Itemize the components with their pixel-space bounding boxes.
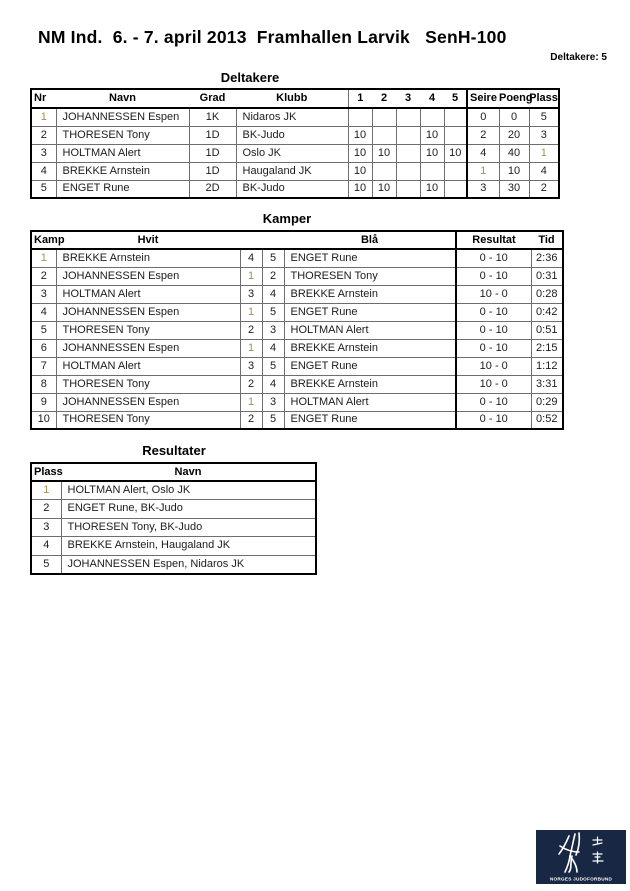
cell-navn: THORESEN Tony, BK-Judo: [61, 518, 316, 537]
cell-match-4: 10: [420, 126, 444, 144]
cell-match-2: [372, 126, 396, 144]
cell-match-2: 10: [372, 144, 396, 162]
cell-bla-nr: 4: [262, 285, 284, 303]
resultater-table: [30, 462, 317, 575]
table-row: [31, 537, 316, 556]
cell-resultat: 0 - 10: [456, 393, 531, 411]
cell-tid: 2:15: [531, 339, 563, 357]
table-row: [31, 357, 563, 375]
cell-grad: 2D: [189, 180, 236, 198]
cell-kamp: 2: [31, 267, 56, 285]
cell-plass: 2: [31, 500, 61, 519]
cell-tid: 0:51: [531, 321, 563, 339]
cell-seire: 1: [467, 162, 499, 180]
cell-resultat: 0 - 10: [456, 339, 531, 357]
column-header-tid: Tid: [531, 231, 563, 249]
cell-navn: THORESEN Tony: [56, 126, 189, 144]
cell-kamp: 1: [31, 249, 56, 267]
column-header-grad: Grad: [189, 89, 236, 108]
header-row: [31, 463, 316, 481]
cell-bla-nr: 5: [262, 357, 284, 375]
cell-kamp: 10: [31, 411, 56, 429]
cell-poeng: 20: [499, 126, 529, 144]
cell-bla: BREKKE Arnstein: [284, 285, 456, 303]
cell-match-4: 10: [420, 144, 444, 162]
column-header-nr: Nr: [31, 89, 56, 108]
table-row: [31, 518, 316, 537]
column-header-navn: Navn: [61, 463, 316, 481]
cell-hvit: HOLTMAN Alert: [56, 285, 240, 303]
cell-plass: 2: [529, 180, 559, 198]
cell-bla-nr: 5: [262, 303, 284, 321]
table-row: [31, 126, 559, 144]
cell-hvit-nr: 1: [240, 339, 262, 357]
cell-hvit: THORESEN Tony: [56, 411, 240, 429]
deltakere-heading: Deltakere: [220, 70, 280, 85]
cell-kamp: 5: [31, 321, 56, 339]
column-header-kamp: Kamp: [31, 231, 56, 249]
column-header-poeng: Poeng: [499, 89, 529, 108]
table-row: [31, 267, 563, 285]
cell-match-5: [444, 108, 467, 126]
header-row: [31, 231, 563, 249]
column-header-navn: Navn: [56, 89, 189, 108]
column-header-plass: Plass: [31, 463, 61, 481]
cell-hvit: HOLTMAN Alert: [56, 357, 240, 375]
cell-bla: ENGET Rune: [284, 411, 456, 429]
kamper-heading: Kamper: [262, 211, 312, 226]
cell-match-4: 10: [420, 180, 444, 198]
cell-nr: 3: [31, 144, 56, 162]
cell-plass: 3: [31, 518, 61, 537]
table-row: [31, 285, 563, 303]
cell-kamp: 8: [31, 375, 56, 393]
participants-count: Deltakere: 5: [550, 52, 607, 63]
cell-plass: 1: [529, 144, 559, 162]
column-header-bla-nr: [262, 231, 284, 249]
cell-hvit-nr: 3: [240, 357, 262, 375]
cell-tid: 0:52: [531, 411, 563, 429]
cell-tid: 1:12: [531, 357, 563, 375]
cell-match-3: [396, 162, 420, 180]
cell-bla-nr: 5: [262, 249, 284, 267]
cell-grad: 1K: [189, 108, 236, 126]
cell-hvit: THORESEN Tony: [56, 321, 240, 339]
table-row: [31, 180, 559, 198]
cell-seire: 4: [467, 144, 499, 162]
cell-nr: 1: [31, 108, 56, 126]
cell-bla-nr: 3: [262, 393, 284, 411]
cell-match-1: 10: [348, 144, 372, 162]
cell-tid: 2:36: [531, 249, 563, 267]
column-header-klubb: Klubb: [236, 89, 348, 108]
cell-tid: 0:28: [531, 285, 563, 303]
cell-navn: BREKKE Arnstein: [56, 162, 189, 180]
table-row: [31, 321, 563, 339]
cell-hvit: BREKKE Arnstein: [56, 249, 240, 267]
cell-resultat: 10 - 0: [456, 285, 531, 303]
column-header-seire: Seire: [467, 89, 499, 108]
table-row: [31, 144, 559, 162]
table-row: [31, 375, 563, 393]
cell-tid: 3:31: [531, 375, 563, 393]
column-header-resultat: Resultat: [456, 231, 531, 249]
cell-match-1: 10: [348, 162, 372, 180]
table-row: [31, 481, 316, 500]
cell-resultat: 0 - 10: [456, 411, 531, 429]
cell-klubb: Haugaland JK: [236, 162, 348, 180]
cell-match-3: [396, 144, 420, 162]
cell-hvit-nr: 3: [240, 285, 262, 303]
cell-hvit-nr: 1: [240, 267, 262, 285]
cell-match-1: 10: [348, 126, 372, 144]
cell-bla-nr: 4: [262, 375, 284, 393]
column-header-4: 4: [420, 89, 444, 108]
cell-match-5: [444, 126, 467, 144]
table-row: [31, 108, 559, 126]
cell-nr: 2: [31, 126, 56, 144]
kamper-table: [30, 230, 564, 430]
cell-bla: THORESEN Tony: [284, 267, 456, 285]
table-row: [31, 249, 563, 267]
cell-match-2: [372, 108, 396, 126]
cell-hvit: JOHANNESSEN Espen: [56, 339, 240, 357]
cell-tid: 0:42: [531, 303, 563, 321]
cell-plass: 5: [529, 108, 559, 126]
cell-bla-nr: 4: [262, 339, 284, 357]
cell-bla: ENGET Rune: [284, 249, 456, 267]
cell-hvit: JOHANNESSEN Espen: [56, 393, 240, 411]
cell-bla: HOLTMAN Alert: [284, 393, 456, 411]
cell-plass: 4: [529, 162, 559, 180]
cell-hvit: JOHANNESSEN Espen: [56, 303, 240, 321]
cell-grad: 1D: [189, 126, 236, 144]
table-row: [31, 393, 563, 411]
column-header-3: 3: [396, 89, 420, 108]
cell-match-2: [372, 162, 396, 180]
cell-hvit: JOHANNESSEN Espen: [56, 267, 240, 285]
column-header-hvit: Hvit: [56, 231, 240, 249]
cell-kamp: 7: [31, 357, 56, 375]
logo-text: NORGES JUDOFORBUND: [549, 877, 613, 882]
cell-navn: JOHANNESSEN Espen, Nidaros JK: [61, 555, 316, 574]
cell-seire: 3: [467, 180, 499, 198]
cell-poeng: 10: [499, 162, 529, 180]
cell-hvit-nr: 2: [240, 411, 262, 429]
cell-navn: ENGET Rune, BK-Judo: [61, 500, 316, 519]
cell-klubb: BK-Judo: [236, 180, 348, 198]
deltakere-table: [30, 88, 560, 199]
cell-match-2: 10: [372, 180, 396, 198]
cell-kamp: 9: [31, 393, 56, 411]
cell-navn: JOHANNESSEN Espen: [56, 108, 189, 126]
column-header-2: 2: [372, 89, 396, 108]
cell-hvit-nr: 2: [240, 375, 262, 393]
cell-navn: ENGET Rune: [56, 180, 189, 198]
cell-bla: BREKKE Arnstein: [284, 375, 456, 393]
cell-bla: HOLTMAN Alert: [284, 321, 456, 339]
table-row: [31, 411, 563, 429]
table-row: [31, 303, 563, 321]
column-header-plass: Plass: [529, 89, 559, 108]
cell-match-5: 10: [444, 144, 467, 162]
cell-match-1: [348, 108, 372, 126]
cell-resultat: 0 - 10: [456, 249, 531, 267]
cell-plass: 4: [31, 537, 61, 556]
cell-klubb: BK-Judo: [236, 126, 348, 144]
cell-resultat: 10 - 0: [456, 357, 531, 375]
resultater-heading: Resultater: [142, 443, 206, 458]
cell-match-3: [396, 126, 420, 144]
cell-kamp: 3: [31, 285, 56, 303]
cell-resultat: 10 - 0: [456, 375, 531, 393]
table-row: [31, 162, 559, 180]
judo-figure-icon: [538, 831, 624, 873]
cell-poeng: 30: [499, 180, 529, 198]
cell-hvit-nr: 2: [240, 321, 262, 339]
cell-grad: 1D: [189, 162, 236, 180]
cell-bla-nr: 3: [262, 321, 284, 339]
cell-seire: 2: [467, 126, 499, 144]
column-header-bla: Blå: [284, 231, 456, 249]
cell-plass: 5: [31, 555, 61, 574]
cell-navn: BREKKE Arnstein, Haugaland JK: [61, 537, 316, 556]
cell-bla-nr: 2: [262, 267, 284, 285]
cell-hvit: THORESEN Tony: [56, 375, 240, 393]
cell-match-1: 10: [348, 180, 372, 198]
cell-match-5: [444, 162, 467, 180]
cell-poeng: 0: [499, 108, 529, 126]
page-title: NM Ind. 6. - 7. april 2013 Framhallen Larvik SenH-100: [38, 27, 507, 47]
header-row: [31, 89, 559, 108]
column-header-5: 5: [444, 89, 467, 108]
cell-match-5: [444, 180, 467, 198]
table-row: [31, 500, 316, 519]
cell-bla-nr: 5: [262, 411, 284, 429]
cell-resultat: 0 - 10: [456, 303, 531, 321]
column-header-hvit-nr: [240, 231, 262, 249]
cell-navn: HOLTMAN Alert: [56, 144, 189, 162]
cell-bla: ENGET Rune: [284, 303, 456, 321]
cell-resultat: 0 - 10: [456, 267, 531, 285]
cell-navn: HOLTMAN Alert, Oslo JK: [61, 481, 316, 500]
cell-grad: 1D: [189, 144, 236, 162]
cell-match-3: [396, 108, 420, 126]
table-row: [31, 339, 563, 357]
cell-resultat: 0 - 10: [456, 321, 531, 339]
cell-bla: ENGET Rune: [284, 357, 456, 375]
table-row: [31, 555, 316, 574]
cell-klubb: Oslo JK: [236, 144, 348, 162]
cell-match-4: [420, 108, 444, 126]
cell-match-3: [396, 180, 420, 198]
cell-kamp: 6: [31, 339, 56, 357]
cell-kamp: 4: [31, 303, 56, 321]
cell-nr: 5: [31, 180, 56, 198]
cell-seire: 0: [467, 108, 499, 126]
cell-match-4: [420, 162, 444, 180]
cell-tid: 0:31: [531, 267, 563, 285]
cell-hvit-nr: 4: [240, 249, 262, 267]
cell-plass: 1: [31, 481, 61, 500]
cell-nr: 4: [31, 162, 56, 180]
column-header-1: 1: [348, 89, 372, 108]
cell-bla: BREKKE Arnstein: [284, 339, 456, 357]
cell-hvit-nr: 1: [240, 303, 262, 321]
cell-plass: 3: [529, 126, 559, 144]
cell-klubb: Nidaros JK: [236, 108, 348, 126]
cell-hvit-nr: 1: [240, 393, 262, 411]
njf-logo: [536, 830, 626, 884]
cell-poeng: 40: [499, 144, 529, 162]
cell-tid: 0:29: [531, 393, 563, 411]
